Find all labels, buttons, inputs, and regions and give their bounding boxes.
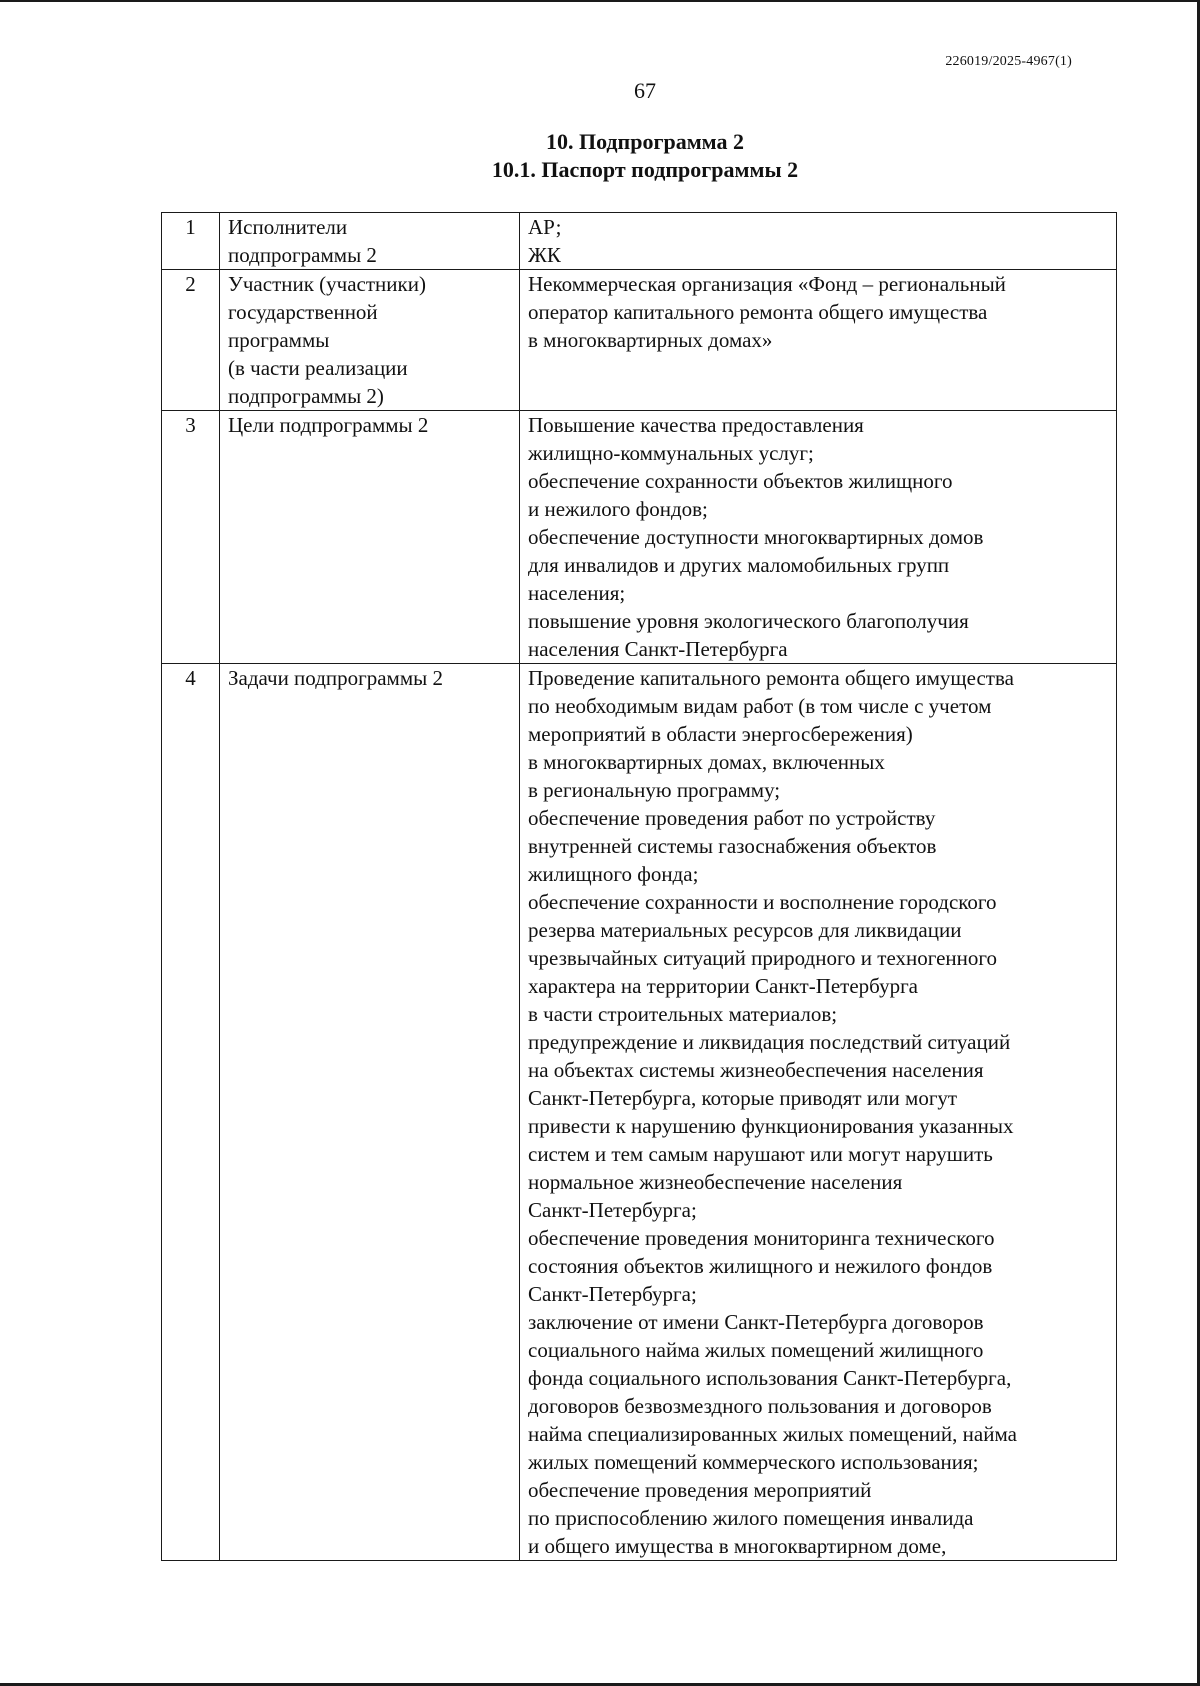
row-value: [520, 213, 1117, 270]
row-value-line: в многоквартирных домах»: [528, 328, 773, 352]
section-title: [0, 128, 1200, 184]
page-number: 67: [634, 78, 656, 103]
row-value-line: по необходимым видам работ (в том числе с учетом: [528, 694, 992, 718]
row-value-line: обеспечение проведения мероприятий: [528, 1478, 872, 1502]
row-value-line: населения;: [528, 581, 626, 605]
row-value-line: Санкт-Петербурга, которые приводят или могут: [528, 1086, 958, 1110]
row-label-line: подпрограммы 2): [228, 384, 384, 408]
section-title-line2: 10.1. Паспорт подпрограммы 2: [491, 157, 799, 182]
row-value-line: внутренней системы газоснабжения объектов: [528, 834, 937, 858]
row-value-line: нормальное жизнеобеспечение населения: [528, 1170, 903, 1194]
row-label-line: государственной: [228, 300, 378, 324]
row-value-line: ЖК: [528, 243, 561, 267]
row-value-line: по приспособлению жилого помещения инвалида: [528, 1506, 974, 1530]
document-code: 226019/2025-4967(1): [945, 54, 1072, 69]
row-label: [220, 411, 520, 664]
row-value-line: населения Санкт-Петербурга: [528, 637, 788, 661]
row-label: [220, 213, 520, 270]
table-row: [162, 213, 1117, 270]
row-value-line: и общего имущества в многоквартирном доме,: [528, 1534, 947, 1558]
row-value-line: Санкт-Петербурга;: [528, 1198, 697, 1222]
row-number: 2: [162, 270, 220, 411]
passport-table-body: [162, 213, 1117, 1561]
row-value-line: мероприятий в области энергосбережения): [528, 722, 913, 746]
row-value-line: систем и тем самым нарушают или могут нарушить: [528, 1142, 993, 1166]
row-label-line: Цели подпрограммы 2: [228, 413, 429, 437]
row-value-line: Некоммерческая организация «Фонд – региональный: [528, 272, 1006, 296]
row-value-line: жилищно-коммунальных услуг;: [528, 441, 814, 465]
passport-table: [161, 212, 1117, 1561]
row-value-line: для инвалидов и других маломобильных групп: [528, 553, 950, 577]
row-label-line: Исполнители: [228, 215, 348, 239]
row-value-line: Повышение качества предоставления: [528, 413, 864, 437]
row-value-line: в части строительных материалов;: [528, 1002, 838, 1026]
table-row: [162, 270, 1117, 411]
row-value-line: привести к нарушению функционирования указанных: [528, 1114, 1014, 1138]
row-value-line: чрезвычайных ситуаций природного и техногенного: [528, 946, 997, 970]
row-value-line: и нежилого фондов;: [528, 497, 708, 521]
row-value-line: договоров безвозмездного пользования и договоров: [528, 1394, 992, 1418]
row-value-line: Санкт-Петербурга;: [528, 1282, 697, 1306]
row-value-line: жилых помещений коммерческого использования;: [528, 1450, 979, 1474]
row-value-line: Проведение капитального ремонта общего имущества: [528, 666, 1014, 690]
row-label-line: программы: [228, 328, 330, 352]
row-value-line: найма специализированных жилых помещений, найма: [528, 1422, 1017, 1446]
row-label: [220, 270, 520, 411]
row-value-line: фонда социального использования Санкт-Петербурга,: [528, 1366, 1012, 1390]
row-label: [220, 664, 520, 1561]
row-value-line: оператор капитального ремонта общего имущества: [528, 300, 988, 324]
row-value: [520, 270, 1117, 411]
row-value-line: повышение уровня экологического благополучия: [528, 609, 969, 633]
row-value-line: обеспечение доступности многоквартирных домов: [528, 525, 984, 549]
row-label-line: Участник (участники): [228, 272, 426, 296]
row-value-line: резерва материальных ресурсов для ликвидации: [528, 918, 962, 942]
row-value-line: АР;: [528, 215, 562, 239]
row-value: [520, 664, 1117, 1561]
row-value: [520, 411, 1117, 664]
section-title-line1: 10. Подпрограмма 2: [545, 129, 745, 154]
table-row: [162, 411, 1117, 664]
row-value-line: обеспечение сохранности и восполнение городского: [528, 890, 997, 914]
row-value-line: заключение от имени Санкт-Петербурга договоров: [528, 1310, 984, 1334]
row-value-line: на объектах системы жизнеобеспечения населения: [528, 1058, 984, 1082]
row-value-line: состояния объектов жилищного и нежилого фондов: [528, 1254, 993, 1278]
row-value-line: жилищного фонда;: [528, 862, 699, 886]
row-value-line: социального найма жилых помещений жилищного: [528, 1338, 984, 1362]
row-number: 3: [162, 411, 220, 664]
table-row: [162, 664, 1117, 1561]
row-value-line: в многоквартирных домах, включенных: [528, 750, 885, 774]
row-number: 4: [162, 664, 220, 1561]
row-value-line: характера на территории Санкт-Петербурга: [528, 974, 918, 998]
row-label-line: Задачи подпрограммы 2: [228, 666, 443, 690]
row-value-line: обеспечение сохранности объектов жилищного: [528, 469, 953, 493]
row-value-line: предупреждение и ликвидация последствий ситуаций: [528, 1030, 1011, 1054]
row-label-line: (в части реализации: [228, 356, 408, 380]
row-label-line: подпрограммы 2: [228, 243, 377, 267]
row-value-line: обеспечение проведения мониторинга технического: [528, 1226, 995, 1250]
row-value-line: обеспечение проведения работ по устройству: [528, 806, 936, 830]
row-value-line: в региональную программу;: [528, 778, 781, 802]
row-number: 1: [162, 213, 220, 270]
